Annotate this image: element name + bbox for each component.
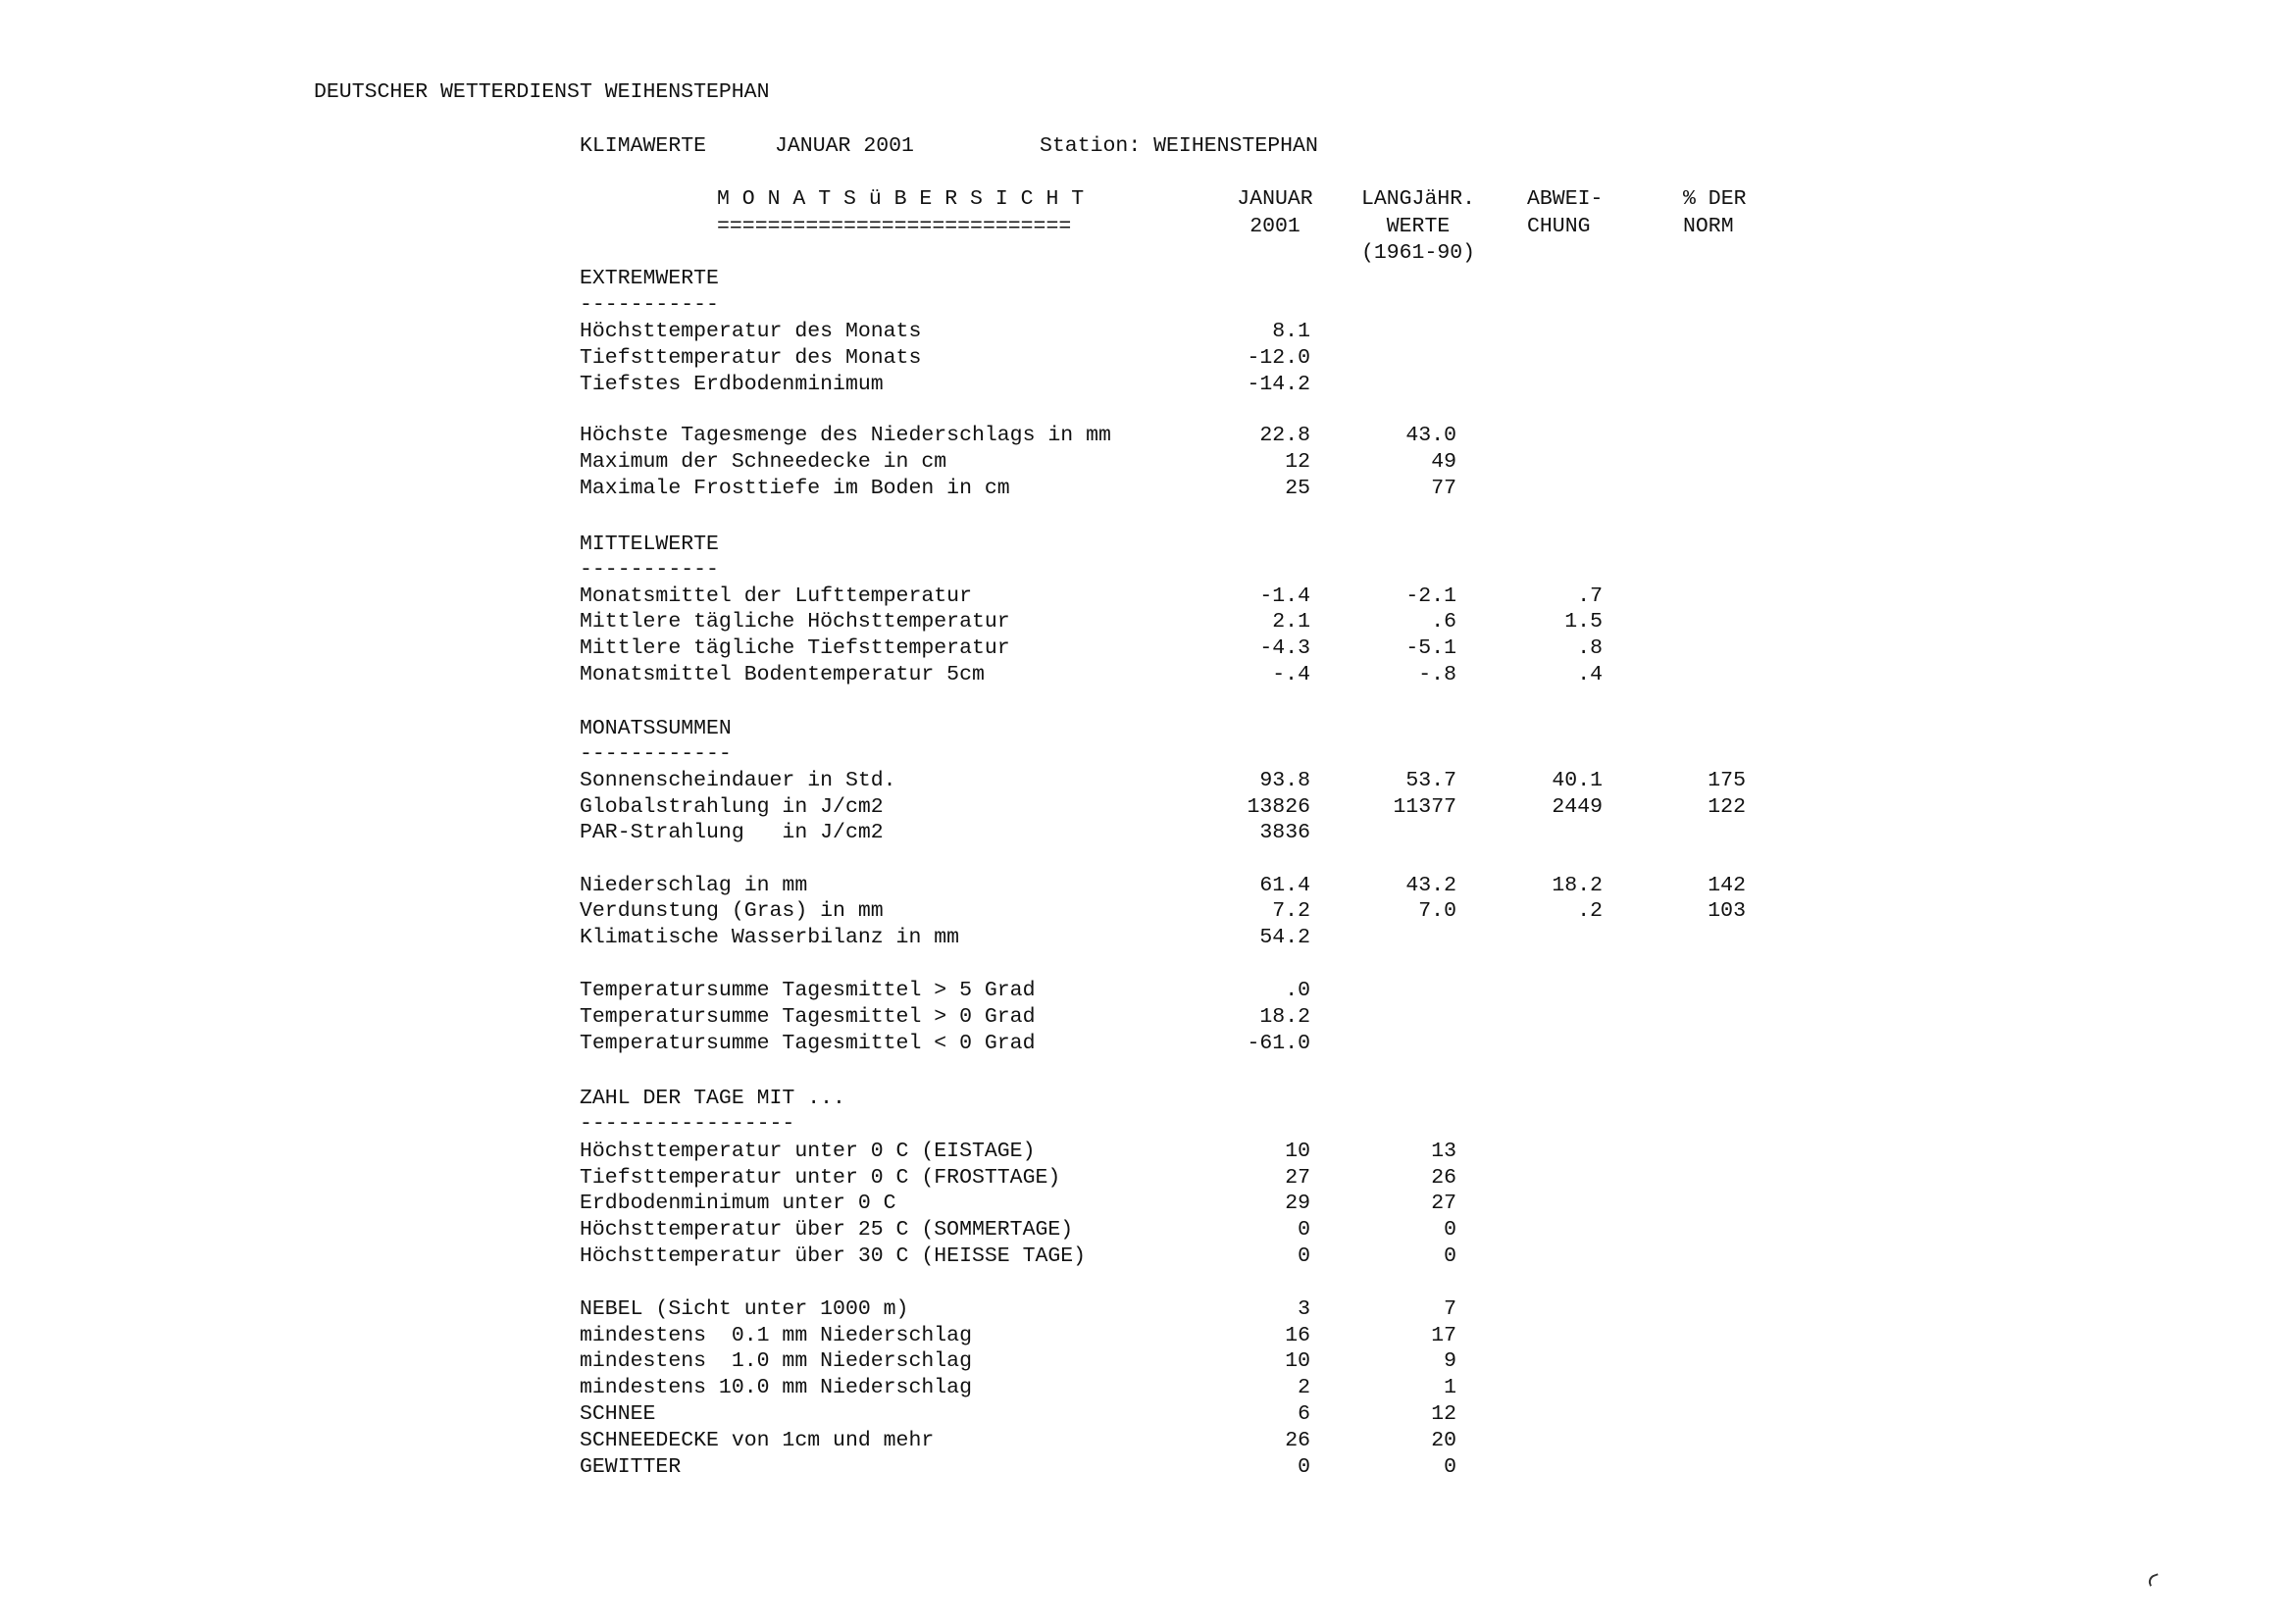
section-zahl-der-tage: ZAHL DER TAGE MIT ...	[580, 1087, 845, 1110]
row-label: Temperatursumme Tagesmittel < 0 Grad	[580, 1032, 1036, 1055]
row-value-v3: .7	[1577, 584, 1603, 608]
row-value-v1: -12.0	[1247, 346, 1310, 370]
section-mittelwerte: MITTELWERTE	[580, 533, 719, 556]
row-value-v3: .4	[1577, 663, 1603, 686]
col-januar-header: JANUAR	[1237, 187, 1313, 211]
row-value-v1: 18.2	[1259, 1005, 1310, 1029]
institution-heading: DEUTSCHER WETTERDIENST WEIHENSTEPHAN	[314, 80, 770, 104]
row-value-v2: 0	[1444, 1455, 1456, 1479]
row-value-v2: -5.1	[1405, 636, 1456, 660]
row-value-v1: 3	[1298, 1297, 1310, 1321]
row-value-v2: -.8	[1418, 663, 1456, 686]
section-mittelwerte-rule: -----------	[580, 558, 719, 582]
col-norm-norm: NORM	[1683, 215, 1734, 238]
row-label: Globalstrahlung in J/cm2	[580, 795, 884, 819]
row-value-v1: 6	[1298, 1402, 1310, 1426]
col-langjaehr-period: (1961-90)	[1360, 241, 1476, 265]
row-value-v1: .0	[1285, 979, 1310, 1002]
row-value-v1: 29	[1285, 1192, 1310, 1215]
row-value-v2: -2.1	[1405, 584, 1456, 608]
row-value-v2: 17	[1431, 1324, 1456, 1347]
row-value-v4: 122	[1708, 795, 1746, 819]
section-zahl-der-tage-rule: -----------------	[580, 1112, 795, 1136]
row-value-v1: 25	[1285, 477, 1310, 500]
row-value-v1: -14.2	[1247, 373, 1310, 396]
row-label: Höchsttemperatur über 25 C (SOMMERTAGE)	[580, 1218, 1074, 1242]
row-label: GEWITTER	[580, 1455, 682, 1479]
row-label: mindestens 10.0 mm Niederschlag	[580, 1376, 972, 1399]
row-value-v1: -.4	[1272, 663, 1310, 686]
row-label: Temperatursumme Tagesmittel > 0 Grad	[580, 1005, 1036, 1029]
row-value-v2: 13	[1431, 1140, 1456, 1163]
row-value-v2: 7.0	[1418, 899, 1456, 923]
overview-title-rule: ============================	[717, 215, 1072, 238]
row-value-v4: 103	[1708, 899, 1746, 923]
row-value-v1: 12	[1285, 450, 1310, 474]
row-label: PAR-Strahlung in J/cm2	[580, 821, 884, 844]
section-extremwerte: EXTREMWERTE	[580, 267, 719, 290]
row-value-v2: 27	[1431, 1192, 1456, 1215]
row-label: NEBEL (Sicht unter 1000 m)	[580, 1297, 909, 1321]
row-label: Sonnenscheindauer in Std.	[580, 769, 896, 792]
row-value-v3: 1.5	[1564, 610, 1603, 634]
row-label: SCHNEEDECKE von 1cm und mehr	[580, 1429, 935, 1452]
row-label: mindestens 1.0 mm Niederschlag	[580, 1349, 972, 1373]
row-value-v1: 0	[1298, 1244, 1310, 1268]
row-value-v2: 0	[1444, 1218, 1456, 1242]
row-value-v2: 9	[1444, 1349, 1456, 1373]
col-abweichung-header: ABWEI-	[1527, 187, 1604, 211]
row-label: Temperatursumme Tagesmittel > 5 Grad	[580, 979, 1036, 1002]
row-label: Mittlere tägliche Tiefsttemperatur	[580, 636, 1010, 660]
row-value-v3: .8	[1577, 636, 1603, 660]
row-label: Höchste Tagesmenge des Niederschlags in mm	[580, 424, 1111, 447]
section-monatssummen-rule: ------------	[580, 742, 732, 766]
month-year: JANUAR 2001	[775, 134, 914, 158]
overview-title: M O N A T S ü B E R S I C H T	[717, 187, 1085, 211]
row-value-v1: 3836	[1259, 821, 1310, 844]
row-label: Tiefsttemperatur unter 0 C (FROSTTAGE)	[580, 1166, 1061, 1190]
station-name: Station: WEIHENSTEPHAN	[1040, 134, 1318, 158]
row-value-v1: 0	[1298, 1455, 1310, 1479]
row-value-v2: 43.2	[1405, 874, 1456, 897]
col-langjaehr-werte: WERTE	[1386, 215, 1451, 238]
row-value-v3: .2	[1577, 899, 1603, 923]
row-value-v3: 40.1	[1552, 769, 1603, 792]
klimawerte-label: KLIMAWERTE	[580, 134, 707, 158]
row-label: Niederschlag in mm	[580, 874, 808, 897]
row-label: Maximale Frosttiefe im Boden in cm	[580, 477, 1010, 500]
row-value-v1: 13826	[1247, 795, 1310, 819]
row-label: Mittlere tägliche Höchsttemperatur	[580, 610, 1010, 634]
row-label: SCHNEE	[580, 1402, 656, 1426]
row-value-v2: .6	[1431, 610, 1456, 634]
col-norm-header: % DER	[1683, 187, 1747, 211]
row-value-v1: 2	[1298, 1376, 1310, 1399]
row-value-v3: 2449	[1552, 795, 1603, 819]
row-value-v2: 12	[1431, 1402, 1456, 1426]
row-value-v1: 10	[1285, 1349, 1310, 1373]
row-value-v3: 18.2	[1552, 874, 1603, 897]
row-label: Verdunstung (Gras) in mm	[580, 899, 884, 923]
row-value-v2: 53.7	[1405, 769, 1456, 792]
section-monatssummen: MONATSSUMMEN	[580, 717, 732, 740]
row-label: Monatsmittel Bodentemperatur 5cm	[580, 663, 985, 686]
row-label: Höchsttemperatur des Monats	[580, 320, 922, 343]
row-value-v1: 22.8	[1259, 424, 1310, 447]
row-label: Erdbodenminimum unter 0 C	[580, 1192, 896, 1215]
row-value-v2: 0	[1444, 1244, 1456, 1268]
row-value-v1: 54.2	[1259, 926, 1310, 949]
row-label: Maximum der Schneedecke in cm	[580, 450, 947, 474]
corner-mark	[2147, 1573, 2162, 1587]
row-value-v4: 175	[1708, 769, 1746, 792]
row-value-v2: 1	[1444, 1376, 1456, 1399]
row-label: Klimatische Wasserbilanz in mm	[580, 926, 960, 949]
section-extremwerte-rule: -----------	[580, 293, 719, 317]
row-value-v1: 8.1	[1272, 320, 1310, 343]
row-value-v1: 27	[1285, 1166, 1310, 1190]
row-value-v2: 49	[1431, 450, 1456, 474]
row-label: mindestens 0.1 mm Niederschlag	[580, 1324, 972, 1347]
row-value-v1: 2.1	[1272, 610, 1310, 634]
row-label: Tiefstes Erdbodenminimum	[580, 373, 884, 396]
row-value-v2: 26	[1431, 1166, 1456, 1190]
row-value-v1: 16	[1285, 1324, 1310, 1347]
row-value-v1: -61.0	[1247, 1032, 1310, 1055]
row-value-v2: 43.0	[1405, 424, 1456, 447]
col-januar-year: 2001	[1249, 215, 1300, 238]
row-label: Höchsttemperatur unter 0 C (EISTAGE)	[580, 1140, 1036, 1163]
row-value-v1: 7.2	[1272, 899, 1310, 923]
row-value-v2: 11377	[1393, 795, 1456, 819]
row-value-v1: -1.4	[1259, 584, 1310, 608]
row-label: Tiefsttemperatur des Monats	[580, 346, 922, 370]
col-langjaehr-header: LANGJäHR.	[1360, 187, 1476, 211]
row-value-v1: 10	[1285, 1140, 1310, 1163]
row-label: Höchsttemperatur über 30 C (HEISSE TAGE)	[580, 1244, 1087, 1268]
row-value-v4: 142	[1708, 874, 1746, 897]
row-value-v1: 93.8	[1259, 769, 1310, 792]
row-value-v1: 61.4	[1259, 874, 1310, 897]
col-abweichung-chung: CHUNG	[1527, 215, 1591, 238]
row-value-v1: 26	[1285, 1429, 1310, 1452]
row-value-v1: -4.3	[1259, 636, 1310, 660]
row-value-v1: 0	[1298, 1218, 1310, 1242]
row-value-v2: 7	[1444, 1297, 1456, 1321]
row-value-v2: 77	[1431, 477, 1456, 500]
row-label: Monatsmittel der Lufttemperatur	[580, 584, 972, 608]
row-value-v2: 20	[1431, 1429, 1456, 1452]
